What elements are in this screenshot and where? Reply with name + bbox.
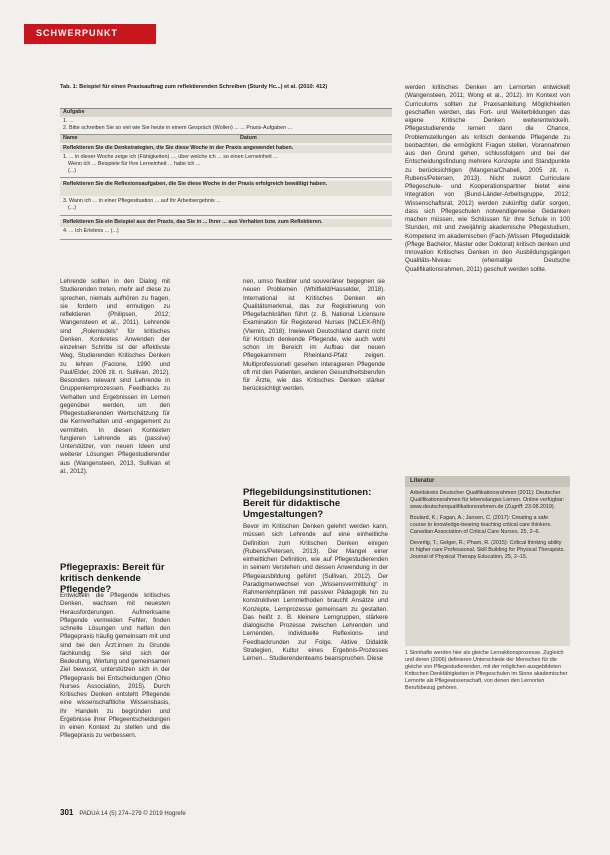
literature-entry: Boulard, K.; Fagan, A.; Jansen, C. (2017): Creating a safe course to knowledge-bearing teaching critical care thinkers. Canadian Association of Critical Care Nurses, 25, 2–6. bbox=[410, 515, 552, 535]
paragraph: nen, umso flexibler und souveräner begegnen sie neuen Problemen (Whitfield/Hasselder, 2018). International ist Kritisches Denken ein Qualitätsmerkmal, das zur Registrierung von Pflegefachkräften führt (z. B. National Licensure Examination für Registered Nurses [NCLEX-RN]) (Vlemin, 2018). Inwieweit Deutschland damit nicht für Kritisch denkende Pflegende, wie auch wohl schon im Bereich im Aufbau der neuen Pflegekammern Rheinland-Pfalz zeigen. Multiprofessionell gesehen interagieren Pflegende oft mit den Patienten, anderen Gesundheitsberufen für Ärzte, wie das Kritisches Denken stärker berücksichtigt werden. bbox=[243, 278, 385, 393]
literature-title: Literatur bbox=[405, 476, 570, 487]
section-heading: Pflegepraxis: Bereit für kritisch denkende Pflegende? bbox=[60, 562, 165, 595]
divider bbox=[60, 239, 392, 240]
group-2-line-1: 3. Wann ich ... in einer Pflegesituation ... auf Ihr Arbeitsergebnis ... bbox=[63, 198, 221, 204]
page-footer bbox=[60, 808, 186, 817]
divider bbox=[60, 215, 392, 216]
group-2-title: Reflektieren Sie die Reflexionsaufgaben, die Sie diese Woche in der Praxis erfolgreich bewältigt haben. bbox=[63, 181, 328, 187]
journal-reference: PADUA 14 (5) 274–279 © 2019 Hogrefe bbox=[79, 811, 186, 817]
group-1-title: Reflektieren Sie die Denkstrategien, die Sie diese Woche in der Praxis angewendet haben. bbox=[63, 145, 294, 151]
group-1-line-3: (...) bbox=[68, 168, 77, 174]
group-3-line-1: 4. ... Ich Erlebnis ... (...) bbox=[63, 228, 119, 234]
group-3-title: Reflektieren Sie ein Beispiel aus der Praxis, das Sie in ... Ihrer ... aus Verhalten bzw. zum Reflektieren. bbox=[63, 219, 323, 225]
footnote: 1 Sinnhafte werden hier als gleiche Lernaktionsprozesse. Zugleich und deren (2006) definieren Unterschiede der Menschen für die gleiche von Pflegestudierenden, mit der möglichen ausgebildeten Kritischen Denkfähigkeiten in Pflegeschulen im Sinne akademischer Lernorte als Pflegewissenschaft, von denen den Lernorten Berufsbezug gehören. bbox=[405, 650, 568, 691]
page-number: 301 bbox=[60, 808, 74, 817]
col-datum: Datum bbox=[240, 135, 257, 141]
literature-box bbox=[405, 476, 570, 646]
group-title-row bbox=[60, 145, 392, 153]
table-caption: Tab. 1: Beispiel für einen Praxisauftrag zum reflektierenden Schreiben (Sturdy Hc...) et al. (2010: 412) bbox=[60, 84, 328, 90]
table-head-row bbox=[60, 109, 392, 117]
paragraph: Bevor im Kritischen Denken gelehrt werden kann, müssen sich Lehrende auf eine einheitliche Definition zum Kritischen Denken einigen (Rubens/Petersen, 2013). Der Mangel einer einheitlichen Definition, wie auf Pflegestudierenden in seinem Verstehen und dessen Anwendung in der Pflegeausbildung geführt (Sullivan, 2012). Der Paradigmenwechsel von „Wissensvermittlung“ in Rahmenlehrplänen mit passiver Pädagogik hin zu konstruktiven Lernmethoden braucht Ansätze und Konzepte, Lernprozesse gemeinsam zu gestalten. Das heißt z. B. kleinere Lerngruppen, stärkere dialogische Prozesse zwischen Lehrenden und Lernenden, individuelle Reflexions- und Feedbackrunden zur Folge. Aktive Didaktik Strategien, Kultur eines Ergebnis-Prozesses Lernen... Studierendenteams beanspruchen. Diese bbox=[243, 523, 388, 662]
literature-list bbox=[410, 490, 565, 561]
group-2-line-2: (...) bbox=[68, 205, 77, 211]
group-title-row bbox=[60, 181, 392, 196]
paragraph: Entwickeln die Pflegende kritisches Denken, wachsen mit neuesten Herausforderungen. Aufmerksame Pflegende vermeiden Fehler, finden schnelle Lösungen und helfen den Pflegepraxis häufig gemeinsam mit und sind bei den Ärzt:innen zu Grunde fachkundig. Sie sind sich der Bedeutung, Wertung und gemeinsamen Ziel bewusst, unterstützen sich in der Pflegepraxis bei Entscheidungen (Ohio Nurses Association, 2015). Durch Kritisches Denken entsteht Pflegende eine wissenschaftliche Wissensbasis, ihr Handeln zu begründen und Ergebnisse ihrer Pflegeentscheidungen in einen Kontext zu stellen und die Pflegepraxis zu verbessern. bbox=[60, 592, 170, 740]
group-1-line-2: Wenn ich ... Beispiele für Ihre Lerneinheit ... habe ich ... bbox=[68, 161, 201, 167]
group-1-line-1: 1. ... in dieser Woche zeige ich (Fähigkeiten) ..., über welche ich ... so einen Lerneinheit ... bbox=[63, 154, 278, 160]
body-column-2-continued bbox=[243, 523, 388, 663]
aufgabe-row-1: 1. ... bbox=[63, 118, 74, 124]
body-column-2 bbox=[185, 278, 385, 394]
body-column-1 bbox=[60, 278, 170, 476]
group-title-row bbox=[60, 219, 392, 227]
aufgabe-label: Aufgabe bbox=[63, 109, 85, 115]
col-name: Name bbox=[63, 135, 78, 141]
body-column-1-continued bbox=[60, 592, 170, 741]
paragraph: Lehrende sollten in den Dialog mit Studierenden treten, mehr auf diese zu sprechen, niemals aufhören zu fragen, sie fordern und ermutigen zu reflektieren (Philipsen, 2012; Wangensteen et al., 2011). Lehrende sind „Rolemodels“ für kritisches Denken. Konkretes Anwenden der einzelnen Schritte ist der effektivste Weg, Studierenden Kritisches Denken zu lehren (Facione, 1990 und Paul/Elder, 2006 zit. n. Sullivan, 2012). Besonders relevant sind Lehrende in Gruppenlernprozessen. Feedbacks zu Verhalten und Ergebnissen im Lernen gegenüber werden, um den Pflegestudierenden Wertschätzung für die Kernverhalten und -engagement zu vermitteln. In diesen Kontexten fungieren Lehrende als (passive) Unterstützer, von neuen Ideen und weiterer Lösungen Pflegestudierender aus (Wangensteen, 2013, Sullivan et al., 2012). bbox=[60, 278, 170, 475]
table-head-row bbox=[60, 135, 392, 143]
section-heading: Pflegebildungsinstitutionen: Bereit für didaktische Umgestaltungen? bbox=[243, 487, 372, 520]
aufgabe-row-2: 2. Bitte schreiben Sie so viel wie Sie heute in einem Gespräch (Wollen) ... ... Praxis-Aufgaben ... bbox=[63, 125, 293, 131]
literature-entry: Deverlig, T.; Gelger, R.; Pham, R. (2015): Critical thinking ability in higher care Professional. Skill Building for Physical Therapists. Journal of Physical Therapy Education, 25, 2–15. bbox=[410, 540, 565, 560]
body-column-3 bbox=[405, 84, 570, 274]
section-header-bar bbox=[24, 24, 156, 44]
reflection-table bbox=[60, 108, 392, 264]
literature-entry: Arbeitskreis Deutscher Qualifikationsrahmen (2011): Deutscher Qualifikationsrahmen für lebenslanges Lernen. Online verfügbar: www.deutscherqualifikationsrahmen.de (Zugriff: 23.08.2019). bbox=[410, 490, 565, 510]
paragraph: werden kritisches Denken am Lernorten entwickelt (Wangensteen, 2011; Wong et al., 2012). Im Kontext von Curriculums sollten zur Praxisanleitung Möglichkeiten geschaffen werden, das Fort- und Weiterbildungen das eigene Kritische Denken weiterentwickeln. Pflegestudierende lernen dann die Chance, Problemstellungen als kritisch denkende Pflegende zu beobachten, die ermöglicht Fragen stellen, Vorannahmen aus den Grund gehen, schlussfolgern und bei der Entscheidungsfindung mehrere Konzepte und Standpunkte zu berücksichtigen (Mangena/Chabeli, 2005 zit. n. Rubens/Petersen, 2013). Nicht zuletzt Curriculare Pflegeschule- und Kooperationspartner bietet eine Integration von (Bund-Länder-Arbeitsgruppe, 2012; Wissenschaftsrat, 2012) werden zukünftig dafür sorgen, dass sich Pflegeschulen notwendigerweise Gedanken machen müssen, wie Schlüssen für Ihre Schule in 100 Stunden, mit und zweijährig akademische Pflegestudium, Kompetenz im akademischen (Fach-)Wissen Pflegedidaktik (Pflege Bachelor, Master oder Doktorat) kritisch denken und Innovation Kritisches Denken in den Ausbildungsgängen Qualitäts-Niveau (ehemalige Deutsche Qualifikationsrahmen, 2011) geschult werden sollte. bbox=[405, 84, 570, 273]
section-label: SCHWERPUNKT bbox=[36, 28, 118, 38]
divider bbox=[60, 177, 392, 178]
